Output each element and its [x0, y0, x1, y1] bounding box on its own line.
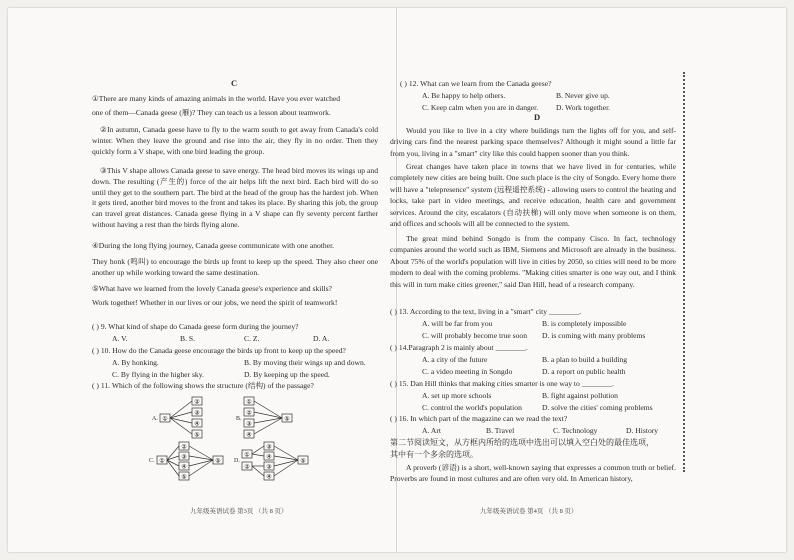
- structure-diagram-c: [155, 440, 235, 484]
- q12-option-d: D. Work together.: [556, 103, 611, 112]
- svg-text:①: ①: [162, 415, 168, 423]
- q9-option-c: C. Z.: [244, 334, 260, 343]
- diagram-b-label: B.: [236, 416, 242, 422]
- svg-text:②: ②: [194, 398, 200, 406]
- section-c-heading: C: [231, 78, 238, 88]
- svg-text:④: ④: [266, 473, 272, 481]
- q16-option-c: C. Technology: [553, 426, 598, 435]
- question-10: ( ) 10. How do the Canada geese encourage the birds up front to keep up the speed?: [92, 346, 346, 355]
- passage-c-p2: ②In autumn, Canada geese have to fly to the warm south to get away from Canada's cold winter. When they leave the ground and rise into the air, they fly in no order. Then they quickly form a V shape, with one bird leading the group.: [92, 125, 378, 156]
- passage-d-p1: Would you like to live in a city where buildings turn the lights off for you, and self-driving cars find the nearest parking space themselves? Although it might sound a little far from you, living in a "smart" city like this could happen sooner than you think.: [390, 126, 676, 158]
- q9-option-b: B. S.: [180, 334, 195, 343]
- svg-text:②: ②: [181, 443, 187, 451]
- q15-option-d: D. solve the cities' coming problems: [542, 403, 653, 412]
- q10-option-b: B. By moving their wings up and down.: [244, 358, 366, 367]
- q16-option-b: B. Travel: [486, 426, 515, 435]
- question-13: ( ) 13. According to the text, living in a "smart" city ________.: [390, 307, 582, 316]
- q13-option-d: D. is coming with many problems: [542, 331, 646, 340]
- svg-text:④: ④: [194, 420, 200, 428]
- question-11: ( ) 11. Which of the following shows the structure (结构) of the passage?: [92, 381, 314, 390]
- svg-text:①: ①: [159, 457, 165, 465]
- q15-option-c: C. control the world's population: [422, 403, 522, 412]
- svg-text:③: ③: [194, 409, 200, 417]
- question-9: ( ) 9. What kind of shape do Canada geese form during the journey?: [92, 322, 299, 331]
- passage-c-p4-line1: ④During the long flying journey, Canada geese communicate with one another.: [92, 241, 335, 250]
- svg-text:②: ②: [246, 409, 252, 417]
- q16-option-a: A. Art: [422, 426, 441, 435]
- q14-option-c: C. a video meeting in Songdo: [422, 367, 513, 376]
- q15-option-b: B. fight against pollution: [542, 391, 618, 400]
- diagram-c-label: C.: [149, 458, 155, 464]
- binding-dotted-line: [683, 72, 685, 472]
- structure-diagram-d: [240, 440, 320, 484]
- passage-c-p5-rest: Work together! Whether in our lives or our jobs, we need the spirit of teamwork!: [92, 298, 338, 307]
- passage-c-p5-line1: ⑤What have we learned from the lovely Canada geese's experience and skills?: [92, 284, 332, 293]
- section-2-instruction: 第二节阅读短文，从方框内所给的选项中选出可以填入空白处的最佳选项，: [390, 438, 654, 447]
- question-15: ( ) 15. Dan Hill thinks that making cities smarter is one way to ________.: [390, 379, 614, 388]
- passage-c-p3: ③This V shape allows Canada geese to save energy. The head bird moves its wings up and down. The resulting (产生的) force of the air helps lift the next bird. Each bird will do so until they get to the southern part. The bird at the head of the group has the hardest job. When it gets tired, another bird moves to the front and takes its place. By sharing this job, the group can travel great distances. Canada geese flying in a V shape can fly seventy percent farther without having a rest than the birds flying alone.: [92, 166, 378, 229]
- structure-diagram-b: [242, 395, 322, 445]
- q10-option-a: A. By honking.: [112, 358, 159, 367]
- svg-text:②: ②: [244, 463, 250, 471]
- q15-option-a: A. set up more schools: [422, 391, 492, 400]
- question-16: ( ) 16. In which part of the magazine can we read the text?: [390, 414, 568, 423]
- footer-page-3: 九年级英语试卷 第3页 （共 8 页）: [190, 508, 288, 515]
- svg-text:⑤: ⑤: [300, 457, 306, 465]
- q9-option-a: A. V.: [112, 334, 128, 343]
- svg-text:⑤: ⑤: [284, 415, 290, 423]
- svg-text:③: ③: [266, 443, 272, 451]
- svg-text:①: ①: [246, 398, 252, 406]
- question-12: ( ) 12. What can we learn from the Canada geese?: [400, 79, 552, 88]
- svg-text:③: ③: [246, 420, 252, 428]
- q14-option-d: D. a report on public health: [542, 367, 626, 376]
- structure-diagram-a: [158, 395, 238, 445]
- footer-page-4: 九年级英语试卷 第4页 （共 8 页）: [480, 508, 578, 515]
- passage-c-p1-line2: one of them—Canada geese (雁)? They can teach us a lesson about teamwork.: [92, 108, 331, 117]
- svg-text:③: ③: [181, 453, 187, 461]
- proverb-passage: A proverb (谚语) is a short, well-known saying that expresses a common truth or belief. Proverbs are found in most cultures and are often very old. In American history,: [390, 463, 676, 483]
- passage-c-p1-line1: ①There are many kinds of amazing animals in the world. Have you ever watched: [92, 94, 341, 103]
- svg-text:④: ④: [246, 431, 252, 439]
- svg-text:④: ④: [181, 463, 187, 471]
- passage-c-p4-rest: They honk (鸣叫) to encourage the birds up front to keep up the speed. They also cheer one another up while working toward the same destination.: [92, 257, 378, 277]
- svg-text:⑤: ⑤: [181, 473, 187, 481]
- section-d-heading: D: [534, 112, 541, 122]
- q9-option-d: D. A.: [313, 334, 330, 343]
- q13-option-c: C. will probably become true soon: [422, 331, 528, 340]
- q14-option-b: B. a plan to build a building: [542, 355, 627, 364]
- q12-option-b: B. Never give up.: [556, 91, 610, 100]
- q10-option-d: D. By keeping up the speed.: [244, 370, 330, 379]
- section-2-instruction-2: 其中有一个多余的选项。: [390, 450, 478, 459]
- svg-text:⑤: ⑤: [215, 457, 221, 465]
- svg-text:④: ④: [266, 453, 272, 461]
- passage-d-p3: The great mind behind Songdo is from the company Cisco. In fact, technology companies around the world such as IBM, Siemens and Microsoft are already in the business. About 75% of the world's population will live in cities by 2050, so cities will need to be more modern to deal with the coming problems. "Making cities smarter is one way out, and I think this will in turn make cities greener," said Dan Hill, head of a research company.: [390, 234, 676, 289]
- svg-text:①: ①: [244, 451, 250, 459]
- q12-option-c: C. Keep calm when you are in danger.: [422, 103, 539, 112]
- q14-option-a: A. a city of the future: [422, 355, 488, 364]
- question-14: ( ) 14.Paragraph 2 is mainly about ________.: [390, 343, 528, 352]
- passage-d-p2: Great changes have taken place in towns that we have lived in for centuries, while completely new cities are being built. One such place is the city of Songdo. Every home there will have a "telepresence" system (远程遥控系统) - allowing users to control the heating and locks, take part in video meetings, and receive education, health care and government services. Around the city, escalators (自动扶梯) will only move when someone is on them, and offices and schools will all be connected to the system.: [390, 162, 676, 229]
- q13-option-a: A. will be far from you: [422, 319, 493, 328]
- q13-option-b: B. is completely impossible: [542, 319, 627, 328]
- diagram-d-label: D.: [234, 458, 240, 464]
- q16-option-d: D. History: [626, 426, 659, 435]
- q12-option-a: A. Be happy to help others.: [422, 91, 506, 100]
- diagram-a-label: A.: [152, 416, 158, 422]
- svg-text:③: ③: [266, 463, 272, 471]
- svg-text:⑤: ⑤: [194, 431, 200, 439]
- q10-option-c: C. By flying in the higher sky.: [112, 370, 204, 379]
